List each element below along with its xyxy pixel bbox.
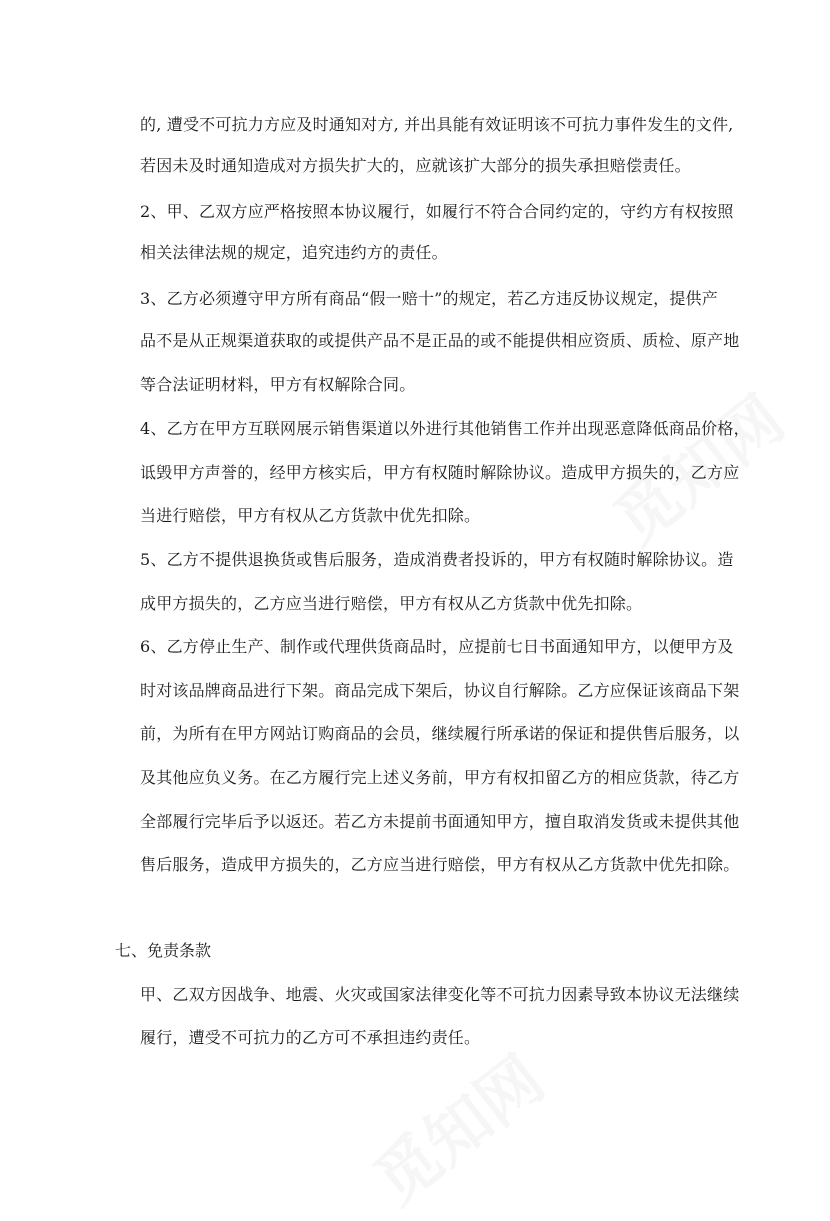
clause-4-line: 当进行赔偿，甲方有权从乙方货款中优先扣除。 (140, 506, 481, 525)
clause-4-line: 诋毁甲方声誉的，经甲方核实后，甲方有权随时解除协议。造成甲方损失的，乙方应 (140, 463, 740, 482)
clause-6-line: 及其他应负义务。在乙方履行完上述义务前，甲方有权扣留乙方的相应货款，待乙方 (140, 768, 740, 787)
clause-2-line: 相关法律法规的规定，追究违约方的责任。 (140, 243, 448, 262)
clause-6-line: 6、乙方停止生产、制作或代理供货商品时，应提前七日书面通知甲方，以便甲方及 (140, 637, 734, 656)
clause-5-line: 5、乙方不提供退换货或售后服务，造成消费者投诉的，甲方有权随时解除协议。造 (140, 550, 734, 569)
paragraph-line: 的, 遭受不可抗力方应及时通知对方, 并出具能有效证明该不可抗力事件发生的文件, (140, 115, 734, 134)
clause-6-line: 时对该品牌商品进行下架。商品完成下架后，协议自行解除。乙方应保证该商品下架 (140, 681, 740, 700)
clause-4-line: 4、乙方在甲方互联网展示销售渠道以外进行其他销售工作并出现恶意降低商品价格， (140, 419, 750, 438)
clause-2-line: 2、甲、乙双方应严格按照本协议履行，如履行不符合合同约定的，守约方有权按照 (140, 202, 734, 221)
clause-5-line: 成甲方损失的，乙方应当进行赔偿，甲方有权从乙方货款中优先扣除。 (140, 594, 643, 613)
clause-3-line: 3、乙方必须遵守甲方所有商品“假一赔十”的规定，若乙方违反协议规定，提供产 (140, 289, 718, 308)
watermark-upper: 觅知网 (601, 382, 799, 559)
clause-6-line: 全部履行完毕后予以返还。若乙方未提前书面通知甲方，擅自取消发货或未提供其他 (140, 812, 740, 831)
section-heading: 七、免责条款 (115, 941, 212, 960)
clause-3-line: 等合法证明材料，甲方有权解除合同。 (140, 375, 416, 394)
watermark-lower: 觅知网 (361, 1042, 559, 1219)
clause-6-line: 前，为所有在甲方网站订购商品的会员，继续履行所承诺的保证和提供售后服务，以 (140, 724, 740, 743)
section-paragraph-line: 甲、乙双方因战争、地震、火灾或国家法律变化等不可抗力因素导致本协议无法继续 (140, 985, 740, 1004)
section-paragraph-line: 履行，遭受不可抗力的乙方可不承担违约责任。 (140, 1028, 481, 1047)
clause-3-line: 品不是从正规渠道获取的或提供产品不是正品的或不能提供相应资质、质检、原产地 (140, 331, 740, 350)
paragraph-line: 若因未及时通知造成对方损失扩大的，应就该扩大部分的损失承担赔偿责任。 (140, 156, 691, 175)
clause-6-line: 售后服务，造成甲方损失的，乙方应当进行赔偿，甲方有权从乙方货款中优先扣除。 (140, 855, 740, 874)
